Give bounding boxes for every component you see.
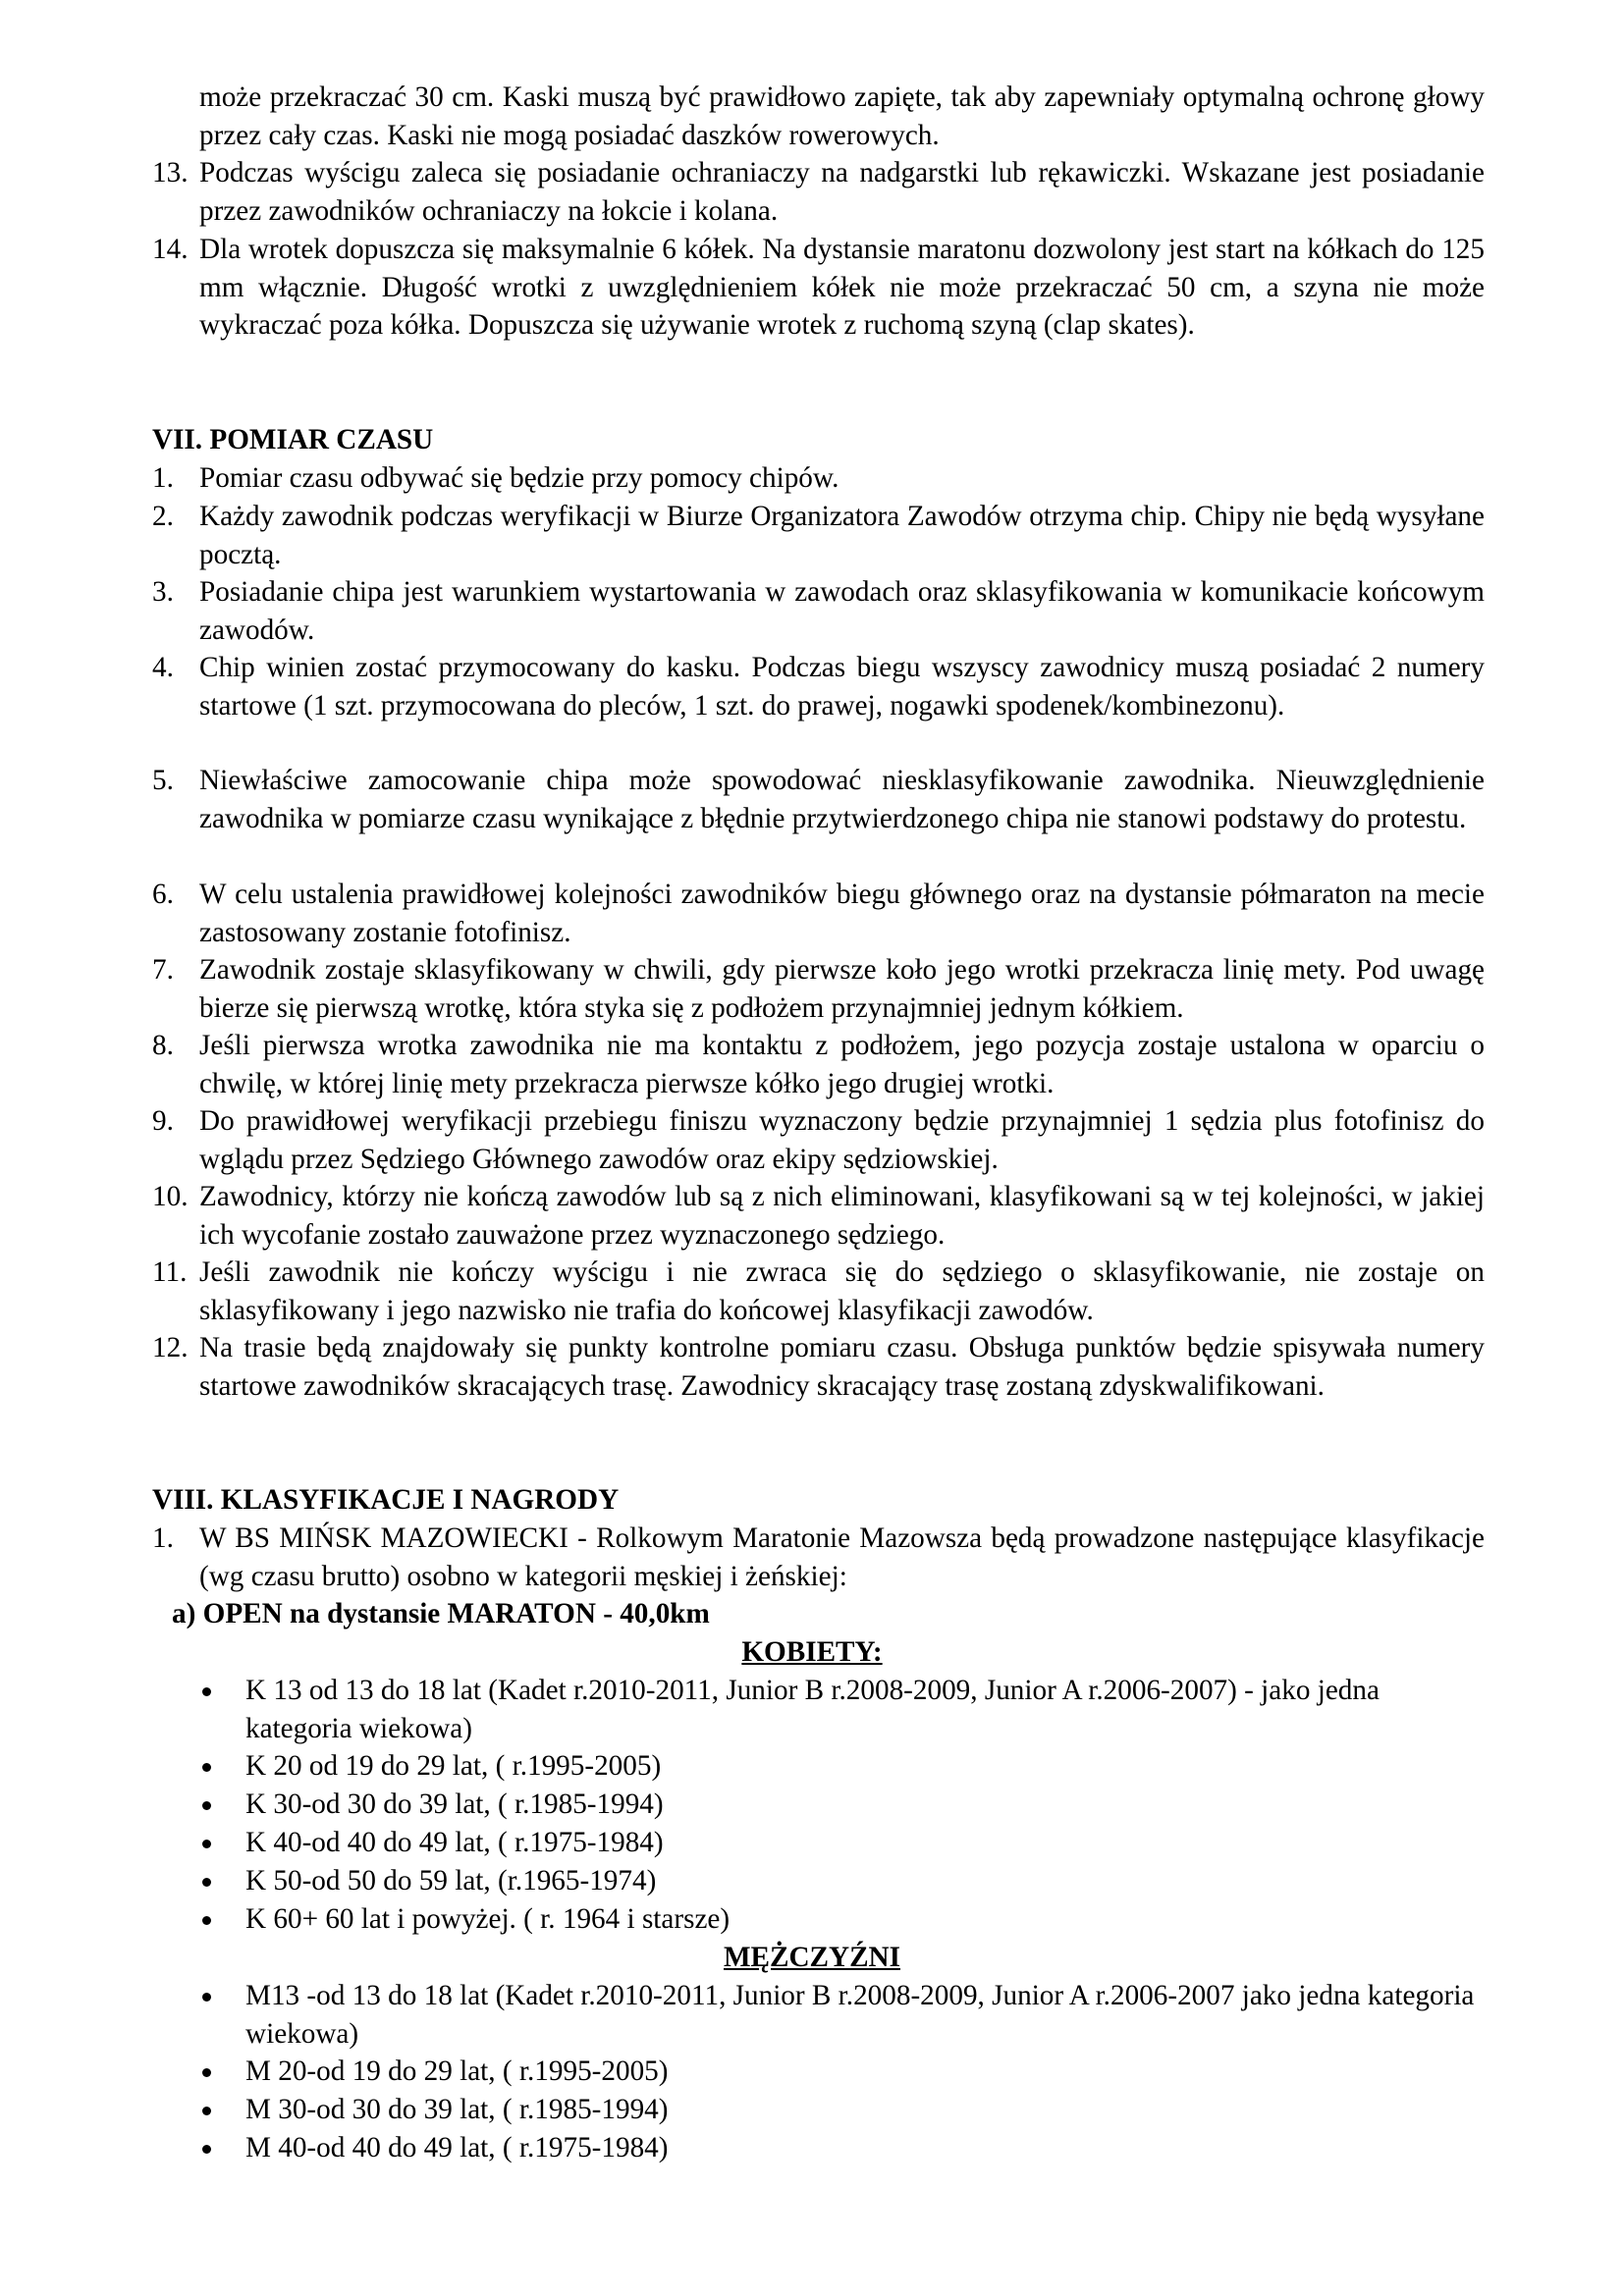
item-number: 12. — [152, 1332, 189, 1363]
item-number: 1. — [152, 462, 174, 494]
bullet-icon — [202, 1878, 211, 1887]
item-text: W celu ustalenia prawidłowej kolejności zawodników biegu głównego oraz na dystansie półmaraton na mecie zastosowany zostanie fotofinisz. — [199, 879, 1485, 948]
item-number: 8. — [152, 1030, 174, 1061]
bullet-icon — [202, 1801, 211, 1810]
item-text: Jeśli pierwsza wrotka zawodnika nie ma kontaktu z podłożem, jego pozycja zostaje ustalona w oparciu o chwilę, w której linię mety przekracza pierwsze kółko jego drugiej wrotki. — [199, 1030, 1485, 1099]
section-heading: VII. POMIAR CZASU — [152, 424, 434, 455]
item-number: 14. — [152, 234, 189, 265]
category-text: K 40-od 40 do 49 lat, ( r.1975-1984) — [245, 1827, 664, 1858]
bullet-icon — [202, 1687, 211, 1696]
bullet-icon — [202, 2068, 211, 2077]
category-text: K 20 od 19 do 29 lat, ( r.1995-2005) — [245, 1750, 662, 1782]
item-text: Do prawidłowej weryfikacji przebiegu finiszu wyznaczony będzie przynajmniej 1 sędzia plus fotofinisz do wglądu przez Sędziego Głównego zawodów oraz ekipy sędziowskiej. — [199, 1105, 1485, 1175]
bullet-icon — [202, 1993, 211, 2002]
item-number: 1. — [152, 1522, 174, 1554]
men-heading: MĘŻCZYŹNI — [723, 1942, 900, 1973]
category-text: K 60+ 60 lat i powyżej. ( r. 1964 i starsze) — [245, 1903, 731, 1935]
category-text: K 30-od 30 do 39 lat, ( r.1985-1994) — [245, 1789, 664, 1820]
item-number: 5. — [152, 765, 174, 796]
item-number: 10. — [152, 1181, 189, 1212]
helmet-rule-continuation: może przekraczać 30 cm. Kaski muszą być prawidłowo zapięte, tak aby zapewniały optymalną ochronę głowy przez cały czas. Kaski nie mogą posiadać daszków rowerowych. — [199, 81, 1485, 151]
item-text: Na trasie będą znajdowały się punkty kontrolne pomiaru czasu. Obsługa punktów będzie spisywała numery startowe zawodników skracających trasę. Zawodnicy skracający trasę zostaną zdyskwalifikowani. — [199, 1332, 1485, 1402]
item-number: 11. — [152, 1256, 188, 1288]
bullet-icon — [202, 1763, 211, 1772]
subsection-heading: a) OPEN na dystansie MARATON - 40,0km — [172, 1598, 710, 1629]
bullet-icon — [202, 1916, 211, 1925]
category-text: K 13 od 13 do 18 lat (Kadet r.2010-2011, Junior B r.2008-2009, Junior A r.2006-2007) - jako jedna kategoria wiekowa) — [245, 1675, 1380, 1744]
item-text: Dla wrotek dopuszcza się maksymalnie 6 kółek. Na dystansie maratonu dozwolony jest start na kółkach do 125 mm włącznie. Długość wrotki z uwzględnieniem kółek nie może przekraczać 50 cm, a szyna nie może wykraczać poza kółka. Dopuszcza się używanie wrotek z ruchomą szyną (clap skates). — [199, 234, 1485, 342]
item-text: Pomiar czasu odbywać się będzie przy pomocy chipów. — [199, 462, 839, 494]
women-heading: KOBIETY: — [741, 1636, 883, 1668]
bullet-icon — [202, 2107, 211, 2115]
item-number: 3. — [152, 576, 174, 608]
item-number: 2. — [152, 501, 174, 532]
bullet-icon — [202, 2145, 211, 2154]
item-number: 4. — [152, 652, 174, 683]
category-text: M 40-od 40 do 49 lat, ( r.1975-1984) — [245, 2132, 669, 2163]
item-number: 13. — [152, 157, 189, 188]
category-text: M13 -od 13 do 18 lat (Kadet r.2010-2011, Junior B r.2008-2009, Junior A r.2006-2007 jako jedna kategoria wiekowa) — [245, 1980, 1475, 2050]
item-text: Chip winien zostać przymocowany do kasku. Podczas biegu wszyscy zawodnicy muszą posiadać 2 numery startowe (1 szt. przymocowana do pleców, 1 szt. do prawej, nogawki spodenek/kombinezonu). — [199, 652, 1485, 721]
item-text: Zawodnicy, którzy nie kończą zawodów lub są z nich eliminowani, klasyfikowani są w tej kolejności, w jakiej ich wycofanie zostało zauważone przez wyznaczonego sędziego. — [199, 1181, 1485, 1251]
item-text: Podczas wyścigu zaleca się posiadanie ochraniaczy na nadgarstki lub rękawiczki. Wskazane jest posiadanie przez zawodników ochraniaczy na łokcie i kolana. — [199, 157, 1485, 227]
item-number: 6. — [152, 879, 174, 910]
section-heading: VIII. KLASYFIKACJE I NAGRODY — [152, 1484, 620, 1516]
bullet-icon — [202, 1840, 211, 1848]
category-text: M 20-od 19 do 29 lat, ( r.1995-2005) — [245, 2056, 669, 2087]
item-text: Zawodnik zostaje sklasyfikowany w chwili, gdy pierwsze koło jego wrotki przekracza linię mety. Pod uwagę bierze się pierwszą wrotkę, która styka się z podłożem przynajmniej jednym kółkiem. — [199, 954, 1485, 1024]
item-text: Jeśli zawodnik nie kończy wyścigu i nie zwraca się do sędziego o sklasyfikowanie, nie zostaje on sklasyfikowany i jego nazwisko nie trafia do końcowej klasyfikacji zawodów. — [199, 1256, 1485, 1326]
item-number: 7. — [152, 954, 174, 986]
category-text: M 30-od 30 do 39 lat, ( r.1985-1994) — [245, 2094, 669, 2125]
item-number: 9. — [152, 1105, 174, 1137]
category-text: K 50-od 50 do 59 lat, (r.1965-1974) — [245, 1865, 657, 1896]
item-text: Każdy zawodnik podczas weryfikacji w Biurze Organizatora Zawodów otrzyma chip. Chipy nie będą wysyłane pocztą. — [199, 501, 1485, 570]
item-text: Posiadanie chipa jest warunkiem wystartowania w zawodach oraz sklasyfikowania w komunikacie końcowym zawodów. — [199, 576, 1485, 646]
item-text: W BS MIŃSK MAZOWIECKI - Rolkowym Maratonie Mazowsza będą prowadzone następujące klasyfikacje (wg czasu brutto) osobno w kategorii męskiej i żeńskiej: — [199, 1522, 1485, 1592]
item-text: Niewłaściwe zamocowanie chipa może spowodować niesklasyfikowanie zawodnika. Nieuwzględnienie zawodnika w pomiarze czasu wynikające z błędnie przytwierdzonego chipa nie stanowi podstawy do protestu. — [199, 765, 1485, 834]
